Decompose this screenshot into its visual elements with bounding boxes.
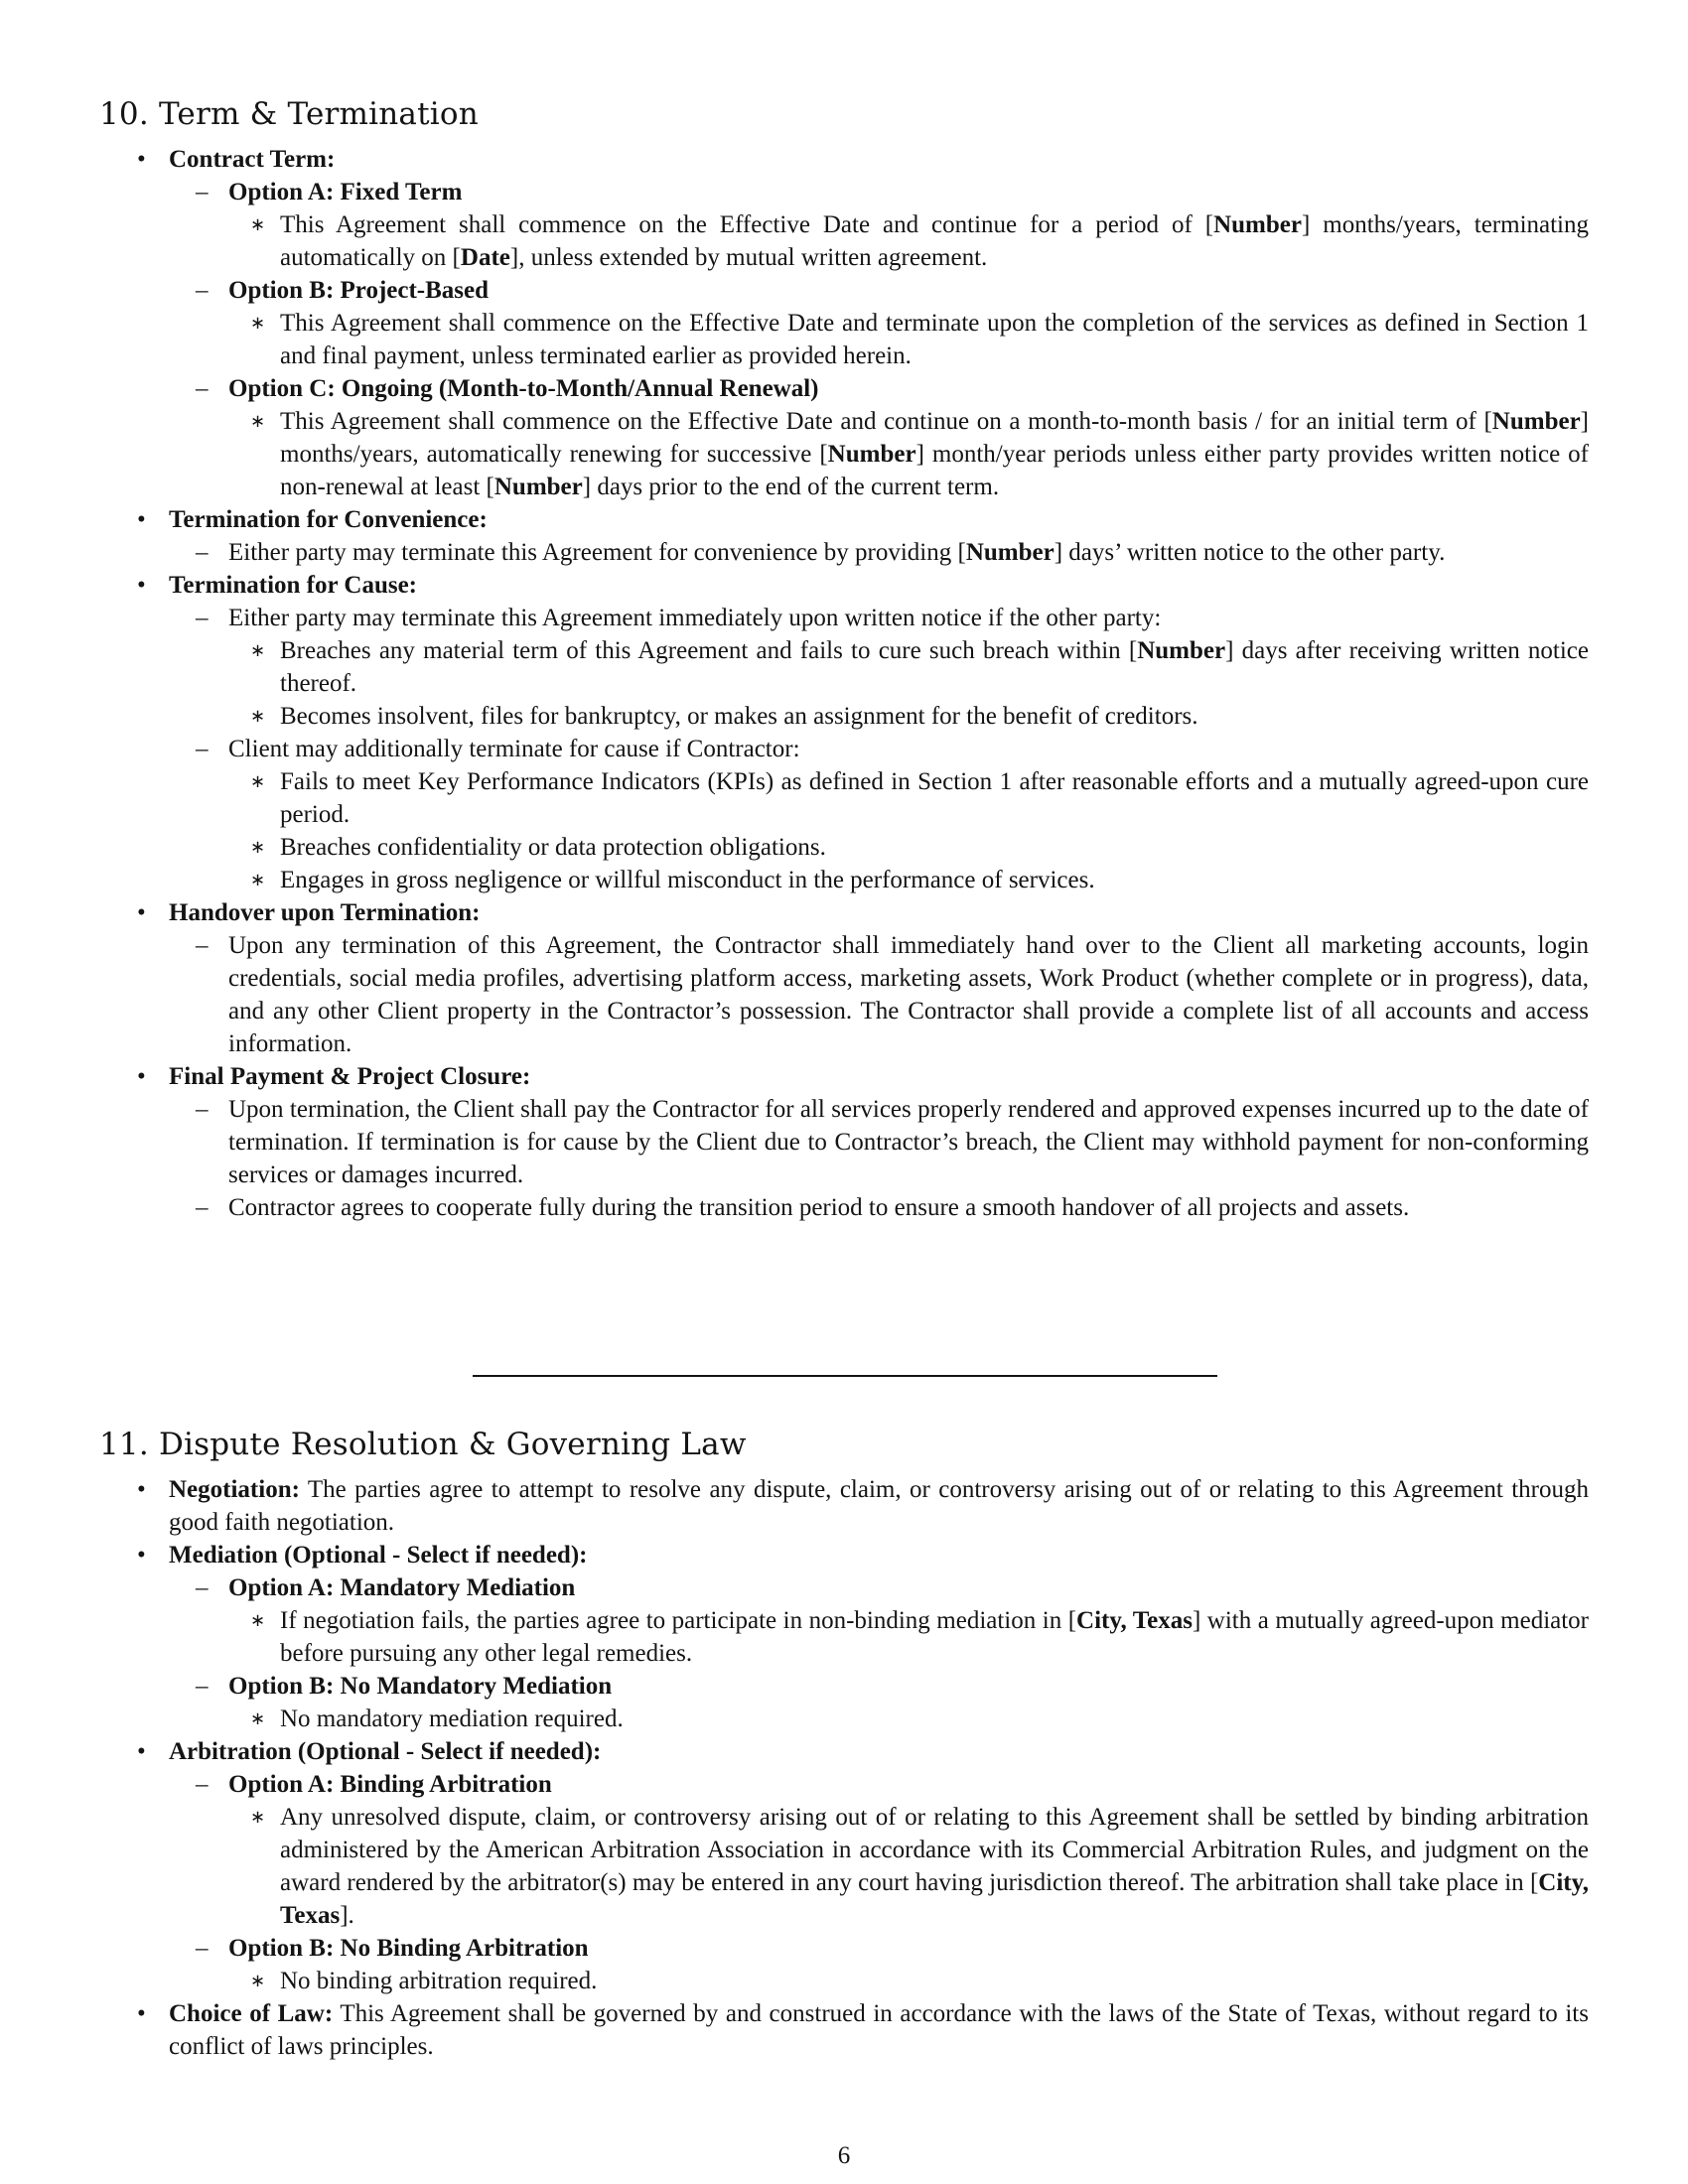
placeholder-field: City, Texas: [280, 1869, 1589, 1929]
item-text: Either party may terminate this Agreement for convenience by providing [: [228, 539, 966, 566]
dash-marker: –: [196, 605, 209, 631]
list-item: [99, 1604, 1589, 1670]
list-item: [99, 1539, 1589, 1571]
bullet-marker: •: [137, 506, 146, 533]
item-label: Option A: Mandatory Mediation: [228, 1574, 576, 1601]
asterisk-marker: ∗: [250, 1610, 266, 1630]
item-label: Option B: Project-Based: [228, 277, 490, 304]
item-text: ] days prior to the end of the current term.: [582, 474, 1000, 500]
bullet-marker: •: [137, 1738, 146, 1765]
list-item: [99, 831, 1589, 864]
item-text: Upon any termination of this Agreement, the Contractor shall immediately hand over to the Client all marketing accounts, login credentials, social media profiles, advertising platform access, marketing assets, Work Product (whether complete or in progress), data, and any other Client property in the Contractor’s possession. The Contractor shall provide a complete list of all accounts and access information.: [228, 932, 1589, 1057]
bullet-marker: •: [137, 899, 146, 926]
list-item: [99, 307, 1589, 372]
list-item: [99, 405, 1589, 503]
placeholder-field: Number: [493, 474, 583, 500]
bullet-marker: •: [137, 1063, 146, 1090]
item-text: The parties agree to attempt to resolve any dispute, claim, or controversy arising out of or relating to this Agreement through good faith negotiation.: [169, 1476, 1589, 1536]
item-label: Choice of Law:: [169, 2000, 334, 2027]
item-text: No binding arbitration required.: [280, 1968, 598, 1994]
item-text: ] days after receiving written notice thereof.: [280, 637, 1589, 697]
item-label: Arbitration (Optional - Select if needed):: [169, 1738, 602, 1765]
placeholder-field: Number: [965, 539, 1055, 566]
dash-marker: –: [196, 179, 209, 205]
section-list: [99, 143, 1589, 1224]
list-item: [99, 1801, 1589, 1932]
asterisk-marker: ∗: [250, 1807, 266, 1827]
item-label: Negotiation:: [169, 1476, 300, 1503]
list-item: [99, 765, 1589, 831]
item-text: ] months/years, terminating automatically on [: [280, 211, 1589, 271]
list-item: [99, 733, 1589, 765]
section-term-termination: [99, 94, 1589, 1224]
section-heading: 10. Term & Termination: [99, 96, 479, 132]
list-item: [99, 602, 1589, 634]
list-item: [99, 1191, 1589, 1224]
list-item: [99, 634, 1589, 700]
item-text: This Agreement shall commence on the Effective Date and continue for a period of [: [280, 211, 1214, 238]
section-heading: 11. Dispute Resolution & Governing Law: [99, 1427, 747, 1462]
bullet-marker: •: [137, 1476, 146, 1503]
placeholder-field: Number: [827, 441, 916, 468]
asterisk-marker: ∗: [250, 706, 266, 726]
item-text: ], unless extended by mutual written agreement.: [509, 244, 988, 271]
item-label: Option A: Fixed Term: [228, 179, 463, 205]
item-text: Either party may terminate this Agreement immediately upon written notice if the other party:: [228, 605, 1162, 631]
list-item: [99, 176, 1589, 208]
asterisk-marker: ∗: [250, 214, 266, 234]
list-item: [99, 569, 1589, 602]
list-item: [99, 536, 1589, 569]
dash-marker: –: [196, 1771, 209, 1798]
list-item: [99, 896, 1589, 929]
asterisk-marker: ∗: [250, 1971, 266, 1990]
dash-marker: –: [196, 375, 209, 402]
bullet-marker: •: [137, 146, 146, 173]
list-item: [99, 1473, 1589, 1539]
page-number: 6: [837, 2142, 851, 2169]
section-divider: [473, 1375, 1217, 1377]
bullet-marker: •: [137, 1542, 146, 1569]
list-item: [99, 1997, 1589, 2063]
asterisk-marker: ∗: [250, 837, 266, 857]
item-text: Breaches confidentiality or data protection obligations.: [280, 834, 826, 861]
dash-marker: –: [196, 539, 209, 566]
list-item: [99, 864, 1589, 896]
list-item: [99, 1571, 1589, 1604]
list-item: [99, 929, 1589, 1060]
item-text: ] months/years, automatically renewing for successive [: [280, 408, 1589, 468]
placeholder-field: Number: [1491, 408, 1581, 435]
item-text: If negotiation fails, the parties agree to participate in non-binding mediation in [: [280, 1607, 1077, 1634]
item-text: Engages in gross negligence or willful misconduct in the performance of services.: [280, 867, 1095, 893]
placeholder-field: City, Texas: [1076, 1607, 1193, 1634]
asterisk-marker: ∗: [250, 411, 266, 431]
item-text: Client may additionally terminate for cause if Contractor:: [228, 736, 800, 762]
list-item: [99, 1965, 1589, 1997]
item-label: Option B: No Binding Arbitration: [228, 1935, 589, 1962]
asterisk-marker: ∗: [250, 1708, 266, 1728]
dash-marker: –: [196, 1194, 209, 1221]
list-item: [99, 1768, 1589, 1801]
item-text: Fails to meet Key Performance Indicators (KPIs) as defined in Section 1 after reasonable efforts and a mutually agreed-upon cure period.: [280, 768, 1589, 828]
list-item: [99, 1060, 1589, 1093]
item-text: ] with a mutually agreed-upon mediator before pursuing any other legal remedies.: [280, 1607, 1590, 1667]
item-label: Handover upon Termination:: [169, 899, 481, 926]
section-list: [99, 1473, 1589, 2063]
asterisk-marker: ∗: [250, 313, 266, 333]
item-label: Option C: Ongoing (Month-to-Month/Annual Renewal): [228, 375, 819, 402]
item-label: Option A: Binding Arbitration: [228, 1771, 552, 1798]
dash-marker: –: [196, 1574, 209, 1601]
section-dispute-resolution: [99, 1425, 1589, 2063]
asterisk-marker: ∗: [250, 771, 266, 791]
item-label: Termination for Cause:: [169, 572, 417, 599]
item-text: Contractor agrees to cooperate fully during the transition period to ensure a smooth handover of all projects and assets.: [228, 1194, 1410, 1221]
item-label: Final Payment & Project Closure:: [169, 1063, 531, 1090]
list-item: [99, 700, 1589, 733]
item-text: This Agreement shall commence on the Effective Date and terminate upon the completion of the services as defined in Section 1 and final payment, unless terminated earlier as provided herein.: [280, 310, 1589, 369]
list-item: [99, 143, 1589, 176]
asterisk-marker: ∗: [250, 640, 266, 660]
item-text: ].: [340, 1902, 354, 1929]
list-item: [99, 1735, 1589, 1768]
list-item: [99, 1093, 1589, 1191]
placeholder-field: Number: [1137, 637, 1226, 664]
item-text: ] days’ written notice to the other party.: [1054, 539, 1446, 566]
item-text: Any unresolved dispute, claim, or controversy arising out of or relating to this Agreement shall be settled by binding arbitration administered by the American Arbitration Association in accordance with its Commercial Arbitration Rules, and judgment on the award rendered by the arbitrator(s) may be entered in any court having jurisdiction thereof. The arbitration shall take place in [: [280, 1804, 1589, 1896]
list-item: [99, 208, 1589, 274]
item-text: ] month/year periods unless either party provides written notice of non-renewal at least [: [280, 441, 1589, 500]
item-text: No mandatory mediation required.: [280, 1706, 624, 1732]
bullet-marker: •: [137, 2000, 146, 2027]
dash-marker: –: [196, 736, 209, 762]
asterisk-marker: ∗: [250, 870, 266, 889]
list-item: [99, 503, 1589, 536]
list-item: [99, 1670, 1589, 1703]
bullet-marker: •: [137, 572, 146, 599]
placeholder-field: Date: [460, 244, 510, 271]
list-item: [99, 372, 1589, 405]
item-label: Option B: No Mandatory Mediation: [228, 1673, 613, 1700]
item-text: Becomes insolvent, files for bankruptcy, or makes an assignment for the benefit of creditors.: [280, 703, 1198, 730]
dash-marker: –: [196, 1673, 209, 1700]
item-text: Breaches any material term of this Agreement and fails to cure such breach within [: [280, 637, 1138, 664]
item-text: This Agreement shall be governed by and construed in accordance with the laws of the State of Texas, without regard to its conflict of laws principles.: [169, 2000, 1589, 2060]
item-text: Upon termination, the Client shall pay the Contractor for all services properly rendered and approved expenses incurred up to the date of termination. If termination is for cause by the Client due to Contractor’s breach, the Client may withhold payment for non-conforming services or damages incurred.: [228, 1096, 1589, 1188]
list-item: [99, 1932, 1589, 1965]
dash-marker: –: [196, 1935, 209, 1962]
item-text: This Agreement shall commence on the Effective Date and continue on a month-to-month basis / for an initial term of [: [280, 408, 1492, 435]
dash-marker: –: [196, 1096, 209, 1123]
item-label: Mediation (Optional - Select if needed):: [169, 1542, 588, 1569]
list-item: [99, 274, 1589, 307]
list-item: [99, 1703, 1589, 1735]
item-label: Termination for Convenience:: [169, 506, 488, 533]
item-label: Contract Term:: [169, 146, 336, 173]
dash-marker: –: [196, 932, 209, 959]
dash-marker: –: [196, 277, 209, 304]
placeholder-field: Number: [1213, 211, 1302, 238]
